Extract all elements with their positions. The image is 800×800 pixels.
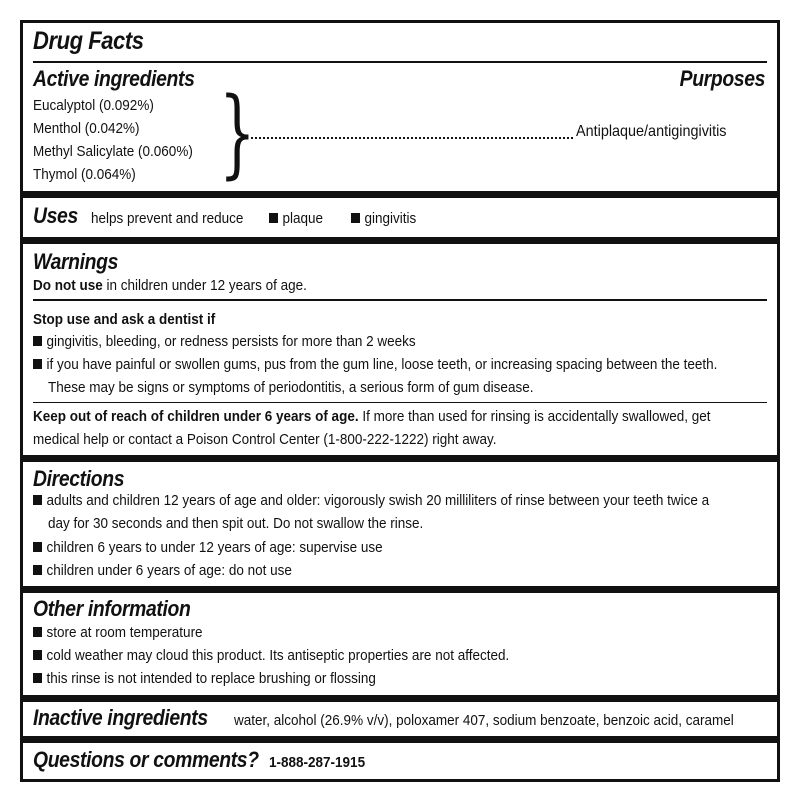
do-not-use-text: in children under 12 years of age. xyxy=(102,277,307,294)
directions-item xyxy=(33,562,292,579)
ingredient-methyl-salicylate: Methyl Salicylate (0.060%) xyxy=(33,143,193,160)
questions-phone: 1-888-287-1915 xyxy=(269,754,366,771)
questions-heading: Questions or comments? xyxy=(33,747,259,772)
uses-item-gingivitis xyxy=(351,210,416,227)
uses-heading: Uses xyxy=(33,203,78,228)
ingredient-thymol: Thymol (0.064%) xyxy=(33,166,136,183)
uses-item-label: gingivitis xyxy=(364,210,417,227)
bullet-square-icon xyxy=(33,336,42,346)
ingredient-eucalyptol: Eucalyptol (0.092%) xyxy=(33,97,154,114)
keep-out-label: Keep out of reach of children under 6 years of age. xyxy=(33,408,359,425)
purpose-leader-dots xyxy=(251,137,573,139)
bullet-square-icon xyxy=(33,495,42,505)
inactive-ingredients-heading: Inactive ingredients xyxy=(33,705,208,730)
other-information-heading: Other information xyxy=(33,596,191,621)
drug-facts-title: Drug Facts xyxy=(33,27,144,55)
keep-out-text: If more than used for rinsing is accidentally swallowed, get xyxy=(358,408,711,425)
keep-out-line-continued: medical help or contact a Poison Control Center (1-800-222-1222) right away. xyxy=(33,431,497,448)
bullet-square-icon xyxy=(33,673,42,683)
directions-item-text: children under 6 years of age: do not use xyxy=(46,562,292,579)
section-divider xyxy=(23,191,777,198)
other-info-item xyxy=(33,670,376,687)
stop-use-heading: Stop use and ask a dentist if xyxy=(33,311,216,328)
other-info-item-text: this rinse is not intended to replace brushing or flossing xyxy=(46,670,376,687)
warnings-rule xyxy=(33,402,767,403)
other-info-item xyxy=(33,624,203,641)
keep-out-line xyxy=(33,408,711,425)
stop-use-item-text: if you have painful or swollen gums, pus from the gum line, loose teeth, or increasing spacing between the teeth. xyxy=(46,356,718,373)
directions-item xyxy=(33,539,383,556)
ingredients-brace: } xyxy=(219,77,256,189)
other-info-item-text: cold weather may cloud this product. Its antiseptic properties are not affected. xyxy=(46,647,510,664)
directions-item xyxy=(33,492,709,509)
do-not-use-label: Do not use xyxy=(33,277,103,294)
warnings-heading: Warnings xyxy=(33,249,119,274)
section-divider xyxy=(23,736,777,743)
directions-item-text: adults and children 12 years of age and older: vigorously swish 20 milliliters of rinse between your teeth twice a xyxy=(46,492,710,509)
warnings-rule xyxy=(33,299,767,301)
uses-item-plaque xyxy=(269,210,323,227)
uses-intro: helps prevent and reduce xyxy=(91,210,244,227)
ingredient-menthol: Menthol (0.042%) xyxy=(33,120,140,137)
directions-item-continued: day for 30 seconds and then spit out. Do not swallow the rinse. xyxy=(48,515,424,532)
bullet-square-icon xyxy=(33,565,42,575)
purposes-heading: Purposes xyxy=(679,66,765,91)
section-divider xyxy=(23,695,777,702)
section-divider xyxy=(23,237,777,244)
stop-use-item xyxy=(33,333,416,350)
drug-facts-panel xyxy=(20,20,780,782)
stop-use-item-text: gingivitis, bleeding, or redness persists for more than 2 weeks xyxy=(46,333,416,350)
inactive-ingredients-text: water, alcohol (26.9% v/v), poloxamer 407, sodium benzoate, benzoic acid, caramel xyxy=(234,712,734,729)
stop-use-item-continued: These may be signs or symptoms of periodontitis, a serious form of gum disease. xyxy=(48,379,534,396)
bullet-square-icon xyxy=(33,359,42,369)
bullet-square-icon xyxy=(269,213,278,223)
active-ingredients-heading: Active ingredients xyxy=(33,66,195,91)
section-divider xyxy=(23,586,777,593)
directions-heading: Directions xyxy=(33,466,125,491)
title-rule xyxy=(33,61,767,63)
other-info-item xyxy=(33,647,509,664)
bullet-square-icon xyxy=(351,213,360,223)
bullet-square-icon xyxy=(33,627,42,637)
bullet-square-icon xyxy=(33,542,42,552)
do-not-use-line xyxy=(33,277,307,294)
other-info-item-text: store at room temperature xyxy=(46,624,203,641)
bullet-square-icon xyxy=(33,650,42,660)
purpose-text: Antiplaque/antigingivitis xyxy=(576,123,727,140)
section-divider xyxy=(23,455,777,462)
uses-item-label: plaque xyxy=(282,210,324,227)
directions-item-text: children 6 years to under 12 years of age: supervise use xyxy=(46,539,383,556)
stop-use-item xyxy=(33,356,717,373)
